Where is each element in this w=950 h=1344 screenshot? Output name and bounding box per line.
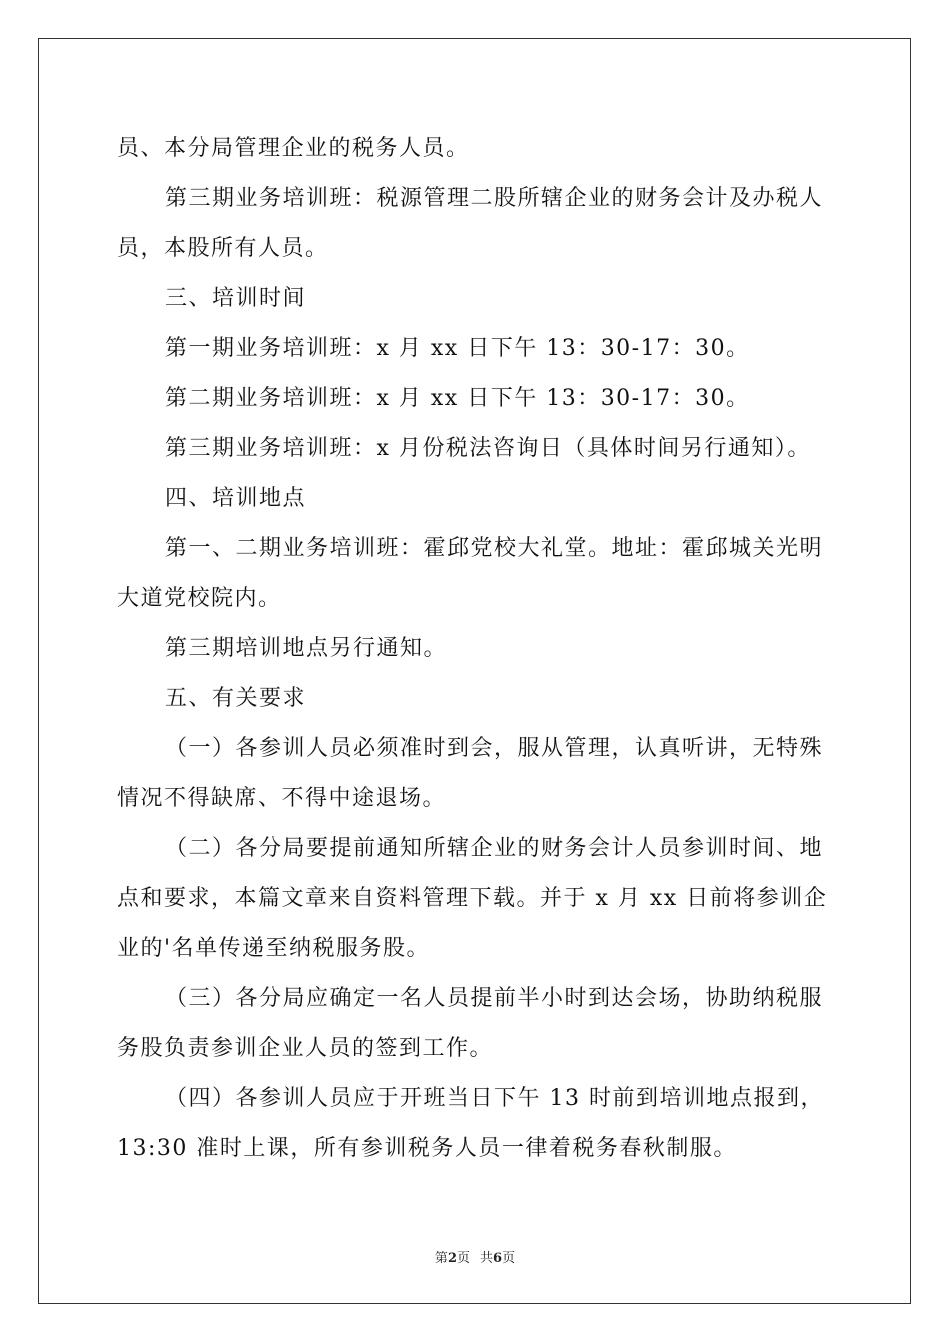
text-line: 第一、二期业务培训班：霍邱党校大礼堂。地址：霍邱城关光明 <box>165 536 824 561</box>
text-line: （四）各参训人员应于开班当日下午 13 时前到培训地点报到， <box>165 1086 824 1111</box>
text-line: 第一期业务培训班：x 月 xx 日下午 13：30-17：30。 <box>165 336 750 361</box>
text-line: 情况不得缺席、不得中途退场。 <box>117 786 447 811</box>
page-suffix: 页 <box>456 1251 470 1266</box>
text-line: 点和要求，本篇文章来自资料管理下载。并于 x 月 xx 日前将参训企 <box>117 886 828 911</box>
section-heading-requirements: 五、有关要求 <box>165 686 307 711</box>
total-prefix: 共 <box>480 1251 494 1266</box>
page-footer <box>0 1247 950 1266</box>
document-body <box>117 124 839 1174</box>
text-line: 员，本股所有人员。 <box>117 236 329 261</box>
section-heading-time: 三、培训时间 <box>165 286 307 311</box>
section-heading-location: 四、培训地点 <box>165 486 307 511</box>
text-line: 务股负责参训企业人员的签到工作。 <box>117 1036 494 1061</box>
text-line: 第三期业务培训班：x 月份税法咨询日（具体时间另行通知）。 <box>165 436 811 461</box>
text-line: （三）各分局应确定一名人员提前半小时到达会场，协助纳税服 <box>165 986 824 1011</box>
text-line: 第二期业务培训班：x 月 xx 日下午 13：30-17：30。 <box>165 386 750 411</box>
page-number: 2 <box>447 1251 457 1266</box>
text-line: （一）各参训人员必须准时到会，服从管理，认真听讲，无特殊 <box>165 736 824 761</box>
text-line: 业的'名单传递至纳税服务股。 <box>117 936 431 961</box>
text-line: 第三期培训地点另行通知。 <box>165 636 448 661</box>
text-line: （二）各分局要提前通知所辖企业的财务会计人员参训时间、地 <box>165 836 824 861</box>
text-line: 第三期业务培训班：税源管理二股所辖企业的财务会计及办税人 <box>165 186 824 211</box>
page-prefix: 第 <box>434 1251 448 1266</box>
total-pages: 6 <box>493 1251 503 1266</box>
text-line: 大道党校院内。 <box>117 586 282 611</box>
text-line: 13:30 准时上课，所有参训税务人员一律着税务春秋制服。 <box>117 1136 737 1161</box>
text-line: 员、本分局管理企业的税务人员。 <box>117 136 470 161</box>
total-suffix: 页 <box>502 1251 516 1266</box>
